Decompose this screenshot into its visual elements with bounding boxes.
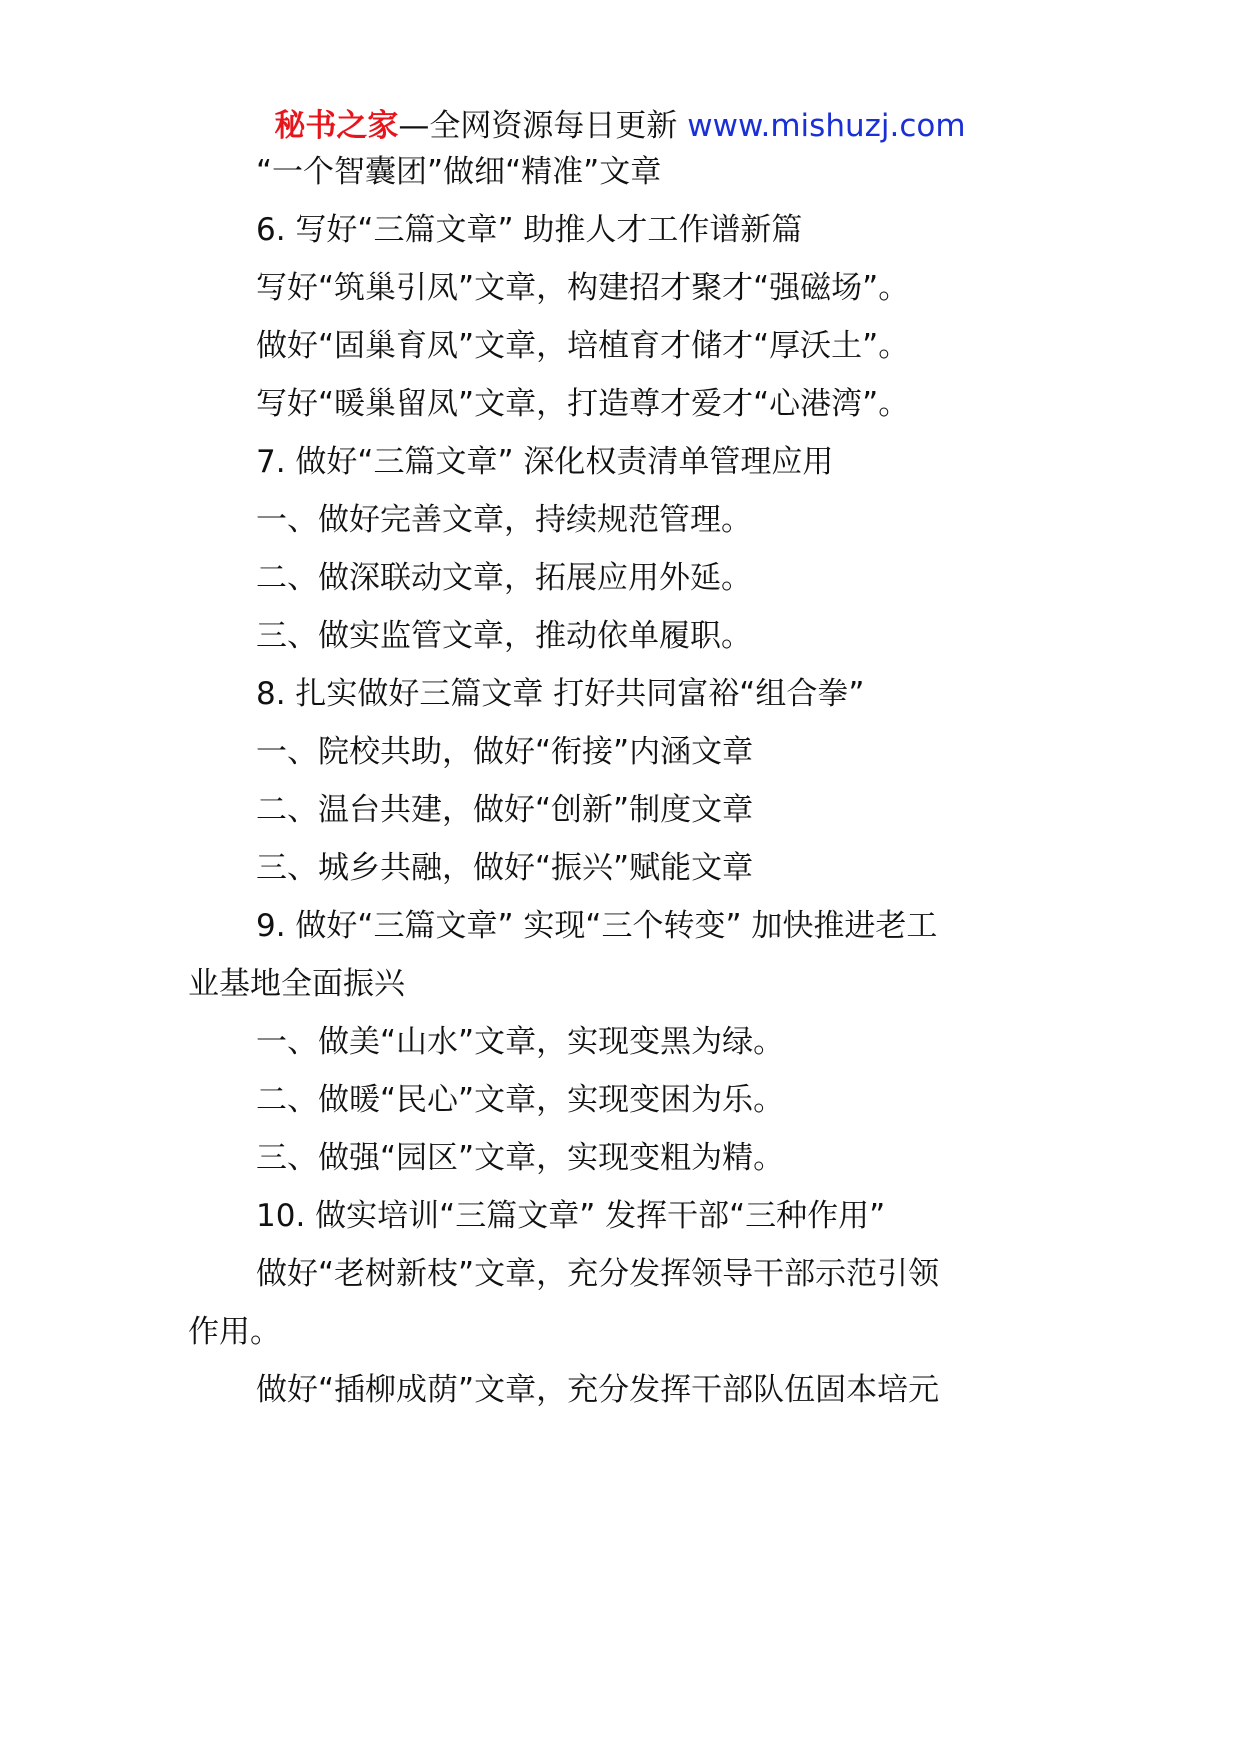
section-title-10: 10. 做实培训“三篇文章” 发挥干部“三种作用” [256, 1198, 886, 1234]
body-line: 三、城乡共融，做好“振兴”赋能文章 [256, 850, 754, 886]
header-slogan: —全网资源每日更新 [398, 108, 688, 144]
section-title-9: 9. 做好“三篇文章” 实现“三个转变” 加快推进老工 [256, 908, 938, 944]
body-line: 写好“暖巢留凤”文章，打造尊才爱才“心港湾”。 [256, 386, 910, 422]
section-title-8: 8. 扎实做好三篇文章 打好共同富裕“组合拳” [256, 676, 865, 712]
body-line: 做好“老树新枝”文章，充分发挥领导干部示范引领 [256, 1256, 940, 1292]
body-line: 一、做美“山水”文章，实现变黑为绿。 [256, 1024, 785, 1060]
section-title-9-continued: 业基地全面振兴 [188, 966, 405, 1002]
body-line: 做好“插柳成荫”文章，充分发挥干部队伍固本培元 [256, 1372, 940, 1408]
body-line: 二、温台共建，做好“创新”制度文章 [256, 792, 754, 828]
body-line: 三、做实监管文章，推动依单履职。 [256, 618, 752, 654]
body-line: 一、院校共助，做好“衔接”内涵文章 [256, 734, 754, 770]
body-line: 做好“固巢育凤”文章，培植育才储才“厚沃土”。 [256, 328, 910, 364]
body-line-continued-title: “一个智囊团”做细“精准”文章 [256, 154, 662, 190]
site-url[interactable]: www.mishuzj.com [687, 108, 966, 144]
section-title-6: 6. 写好“三篇文章” 助推人才工作谱新篇 [256, 212, 803, 248]
body-line: 二、做深联动文章，拓展应用外延。 [256, 560, 752, 596]
site-header [0, 104, 1240, 148]
body-line: 二、做暖“民心”文章，实现变困为乐。 [256, 1082, 785, 1118]
section-title-7: 7. 做好“三篇文章” 深化权责清单管理应用 [256, 444, 834, 480]
body-line: 三、做强“园区”文章，实现变粗为精。 [256, 1140, 785, 1176]
brand-name: 秘书之家 [274, 108, 399, 144]
body-line: 写好“筑巢引凤”文章，构建招才聚才“强磁场”。 [256, 270, 910, 306]
body-line: 一、做好完善文章，持续规范管理。 [256, 502, 752, 538]
body-line-continued: 作用。 [188, 1314, 281, 1350]
